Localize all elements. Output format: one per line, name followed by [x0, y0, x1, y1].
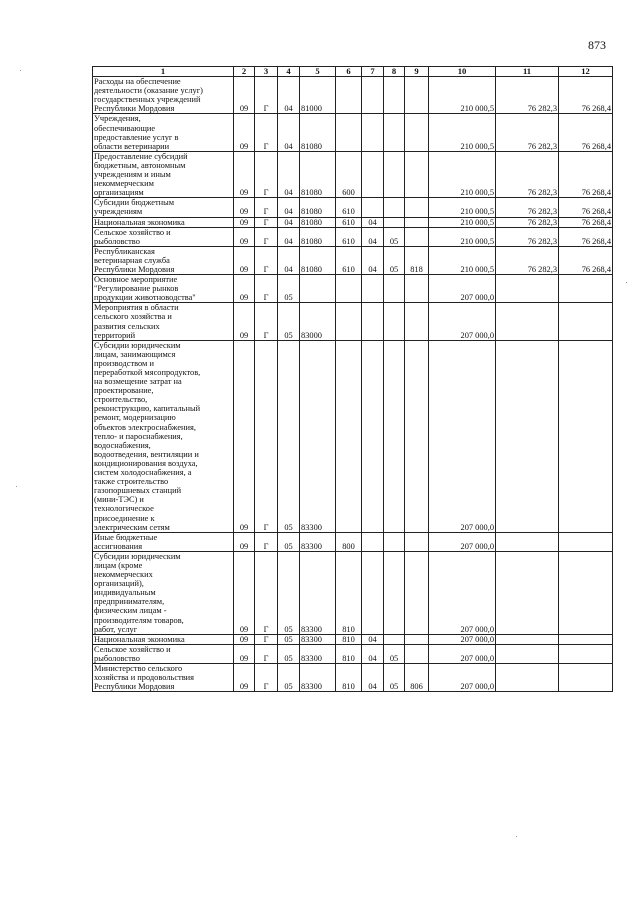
- section-code-cell: 09: [234, 532, 255, 551]
- chapter-cell: [362, 303, 384, 340]
- subsection-cell: [384, 114, 405, 151]
- table-row: [93, 227, 613, 246]
- header-cell: 10: [429, 67, 496, 77]
- table-row: [93, 303, 613, 340]
- chapter-cell: [362, 532, 384, 551]
- item-name-cell: Республиканская ветеринарная служба Республики Мордовия: [93, 246, 234, 274]
- program-code-cell: Г: [255, 246, 278, 274]
- amount-year1-cell: 210 000,5: [429, 227, 496, 246]
- target-article-cell: [300, 275, 336, 303]
- table-row: [93, 532, 613, 551]
- expense-type-cell: 610: [336, 246, 362, 274]
- table-row: [93, 77, 613, 114]
- target-article-cell: 83300: [300, 340, 336, 532]
- section-code-cell: 09: [234, 77, 255, 114]
- ministry-code-cell: 806: [405, 664, 429, 692]
- amount-year2-cell: 76 282,3: [496, 227, 559, 246]
- expense-type-cell: 610: [336, 198, 362, 217]
- header-cell: 6: [336, 67, 362, 77]
- chapter-cell: 04: [362, 644, 384, 663]
- header-cell: 3: [255, 67, 278, 77]
- amount-year1-cell: 210 000,5: [429, 246, 496, 274]
- expense-type-cell: 810: [336, 634, 362, 644]
- ministry-code-cell: [405, 198, 429, 217]
- subprogram-code-cell: 05: [278, 340, 300, 532]
- subprogram-code-cell: 04: [278, 227, 300, 246]
- ministry-code-cell: [405, 551, 429, 634]
- target-article-cell: 81080: [300, 151, 336, 197]
- ministry-code-cell: [405, 217, 429, 227]
- header-cell: 11: [496, 67, 559, 77]
- target-article-cell: 81000: [300, 77, 336, 114]
- table-row: [93, 151, 613, 197]
- item-name-cell: Сельское хозяйство и рыболовство: [93, 644, 234, 663]
- section-code-cell: 09: [234, 151, 255, 197]
- section-code-cell: 09: [234, 227, 255, 246]
- amount-year2-cell: [496, 532, 559, 551]
- target-article-cell: 81080: [300, 246, 336, 274]
- section-code-cell: 09: [234, 217, 255, 227]
- header-cell: 4: [278, 67, 300, 77]
- header-cell: 5: [300, 67, 336, 77]
- table-row: [93, 634, 613, 644]
- ministry-code-cell: [405, 275, 429, 303]
- program-code-cell: Г: [255, 664, 278, 692]
- item-name-cell: Иные бюджетные ассигнования: [93, 532, 234, 551]
- subsection-cell: [384, 77, 405, 114]
- table-row: [93, 114, 613, 151]
- target-article-cell: 81080: [300, 227, 336, 246]
- ministry-code-cell: [405, 340, 429, 532]
- amount-year2-cell: 76 282,3: [496, 77, 559, 114]
- subprogram-code-cell: 04: [278, 114, 300, 151]
- amount-year2-cell: [496, 664, 559, 692]
- subsection-cell: 05: [384, 227, 405, 246]
- header-cell: 2: [234, 67, 255, 77]
- program-code-cell: Г: [255, 227, 278, 246]
- chapter-cell: [362, 275, 384, 303]
- section-code-cell: 09: [234, 303, 255, 340]
- program-code-cell: Г: [255, 303, 278, 340]
- table-row: [93, 217, 613, 227]
- scan-speck: [20, 70, 21, 71]
- table-row: [93, 644, 613, 663]
- table-row: [93, 246, 613, 274]
- program-code-cell: Г: [255, 340, 278, 532]
- header-cell: 8: [384, 67, 405, 77]
- subprogram-code-cell: 05: [278, 551, 300, 634]
- amount-year3-cell: [559, 551, 613, 634]
- ministry-code-cell: [405, 634, 429, 644]
- subprogram-code-cell: 04: [278, 198, 300, 217]
- amount-year3-cell: 76 268,4: [559, 227, 613, 246]
- amount-year1-cell: 207 000,0: [429, 275, 496, 303]
- amount-year2-cell: 76 282,3: [496, 198, 559, 217]
- item-name-cell: Национальная экономика: [93, 634, 234, 644]
- expense-type-cell: 810: [336, 644, 362, 663]
- subprogram-code-cell: 04: [278, 77, 300, 114]
- section-code-cell: 09: [234, 246, 255, 274]
- amount-year2-cell: [496, 303, 559, 340]
- amount-year1-cell: 210 000,5: [429, 77, 496, 114]
- chapter-cell: 04: [362, 664, 384, 692]
- target-article-cell: 83300: [300, 634, 336, 644]
- ministry-code-cell: [405, 114, 429, 151]
- amount-year3-cell: 76 268,4: [559, 151, 613, 197]
- target-article-cell: 81080: [300, 217, 336, 227]
- target-article-cell: 83300: [300, 532, 336, 551]
- target-article-cell: 81080: [300, 114, 336, 151]
- subprogram-code-cell: 05: [278, 275, 300, 303]
- amount-year2-cell: [496, 644, 559, 663]
- subsection-cell: [384, 634, 405, 644]
- subsection-cell: [384, 340, 405, 532]
- subprogram-code-cell: 05: [278, 634, 300, 644]
- program-code-cell: Г: [255, 275, 278, 303]
- item-name-cell: Министерство сельского хозяйства и продовольствия Республики Мордовия: [93, 664, 234, 692]
- scan-speck: [516, 836, 517, 837]
- ministry-code-cell: [405, 303, 429, 340]
- program-code-cell: Г: [255, 151, 278, 197]
- amount-year3-cell: [559, 340, 613, 532]
- amount-year2-cell: [496, 551, 559, 634]
- amount-year3-cell: 76 268,4: [559, 198, 613, 217]
- section-code-cell: 09: [234, 664, 255, 692]
- chapter-cell: [362, 198, 384, 217]
- item-name-cell: Субсидии юридическим лицам (кроме некоммерческих организаций), индивидуальным предпринимателям, физическим лицам - производителям товаров, работ, услуг: [93, 551, 234, 634]
- expense-type-cell: [336, 77, 362, 114]
- header-cell: 1: [93, 67, 234, 77]
- target-article-cell: 83000: [300, 303, 336, 340]
- amount-year2-cell: 76 282,3: [496, 114, 559, 151]
- amount-year3-cell: 76 268,4: [559, 77, 613, 114]
- expense-type-cell: [336, 303, 362, 340]
- amount-year2-cell: 76 282,3: [496, 151, 559, 197]
- program-code-cell: Г: [255, 644, 278, 663]
- subsection-cell: 05: [384, 664, 405, 692]
- amount-year2-cell: [496, 275, 559, 303]
- subsection-cell: [384, 217, 405, 227]
- amount-year1-cell: 207 000,0: [429, 664, 496, 692]
- amount-year3-cell: [559, 664, 613, 692]
- amount-year1-cell: 207 000,0: [429, 634, 496, 644]
- subsection-cell: [384, 303, 405, 340]
- item-name-cell: Основное мероприятие "Регулирование рынков продукции животноводства": [93, 275, 234, 303]
- chapter-cell: [362, 340, 384, 532]
- expense-type-cell: 810: [336, 664, 362, 692]
- subprogram-code-cell: 04: [278, 217, 300, 227]
- expense-type-cell: 800: [336, 532, 362, 551]
- section-code-cell: 09: [234, 551, 255, 634]
- page-number: 873: [588, 38, 606, 52]
- header-row: [93, 67, 613, 77]
- program-code-cell: Г: [255, 114, 278, 151]
- item-name-cell: Учреждения, обеспечивающие предоставление услуг в области ветеринарии: [93, 114, 234, 151]
- chapter-cell: [362, 77, 384, 114]
- amount-year3-cell: [559, 532, 613, 551]
- ministry-code-cell: 818: [405, 246, 429, 274]
- expense-type-cell: [336, 114, 362, 151]
- section-code-cell: 09: [234, 644, 255, 663]
- amount-year3-cell: [559, 275, 613, 303]
- table-row: [93, 551, 613, 634]
- amount-year3-cell: 76 268,4: [559, 246, 613, 274]
- program-code-cell: Г: [255, 634, 278, 644]
- expense-type-cell: 600: [336, 151, 362, 197]
- amount-year1-cell: 207 000,0: [429, 644, 496, 663]
- section-code-cell: 09: [234, 275, 255, 303]
- amount-year2-cell: 76 282,3: [496, 246, 559, 274]
- scan-speck: [626, 282, 627, 283]
- amount-year1-cell: 207 000,0: [429, 340, 496, 532]
- subsection-cell: [384, 151, 405, 197]
- program-code-cell: Г: [255, 198, 278, 217]
- amount-year3-cell: 76 268,4: [559, 217, 613, 227]
- subprogram-code-cell: 05: [278, 532, 300, 551]
- item-name-cell: Предоставление субсидий бюджетным, автономным учреждениям и иным некоммерческим организациям: [93, 151, 234, 197]
- item-name-cell: Национальная экономика: [93, 217, 234, 227]
- amount-year2-cell: [496, 340, 559, 532]
- amount-year1-cell: 210 000,5: [429, 217, 496, 227]
- expense-type-cell: [336, 340, 362, 532]
- item-name-cell: Субсидии юридическим лицам, занимающимся производством и переработкой мясопродуктов, на возмещение затрат на проектирование, строительство, реконструкцию, капитальный ремонт, модернизацию объектов электроснабжения, тепло- и пароснабжения, водоснабжения, водоотведения, вентиляции и кондиционирования воздуха, систем холодоснабжения, а также строительство газопоршневых станций (мини-ТЭС) и технологическое присоединение к электрическим сетям: [93, 340, 234, 532]
- program-code-cell: Г: [255, 551, 278, 634]
- ministry-code-cell: [405, 151, 429, 197]
- amount-year2-cell: [496, 634, 559, 644]
- section-code-cell: 09: [234, 634, 255, 644]
- target-article-cell: 83300: [300, 644, 336, 663]
- subprogram-code-cell: 05: [278, 644, 300, 663]
- expense-type-cell: 810: [336, 551, 362, 634]
- amount-year2-cell: 76 282,3: [496, 217, 559, 227]
- program-code-cell: Г: [255, 217, 278, 227]
- target-article-cell: 83300: [300, 551, 336, 634]
- expense-type-cell: [336, 275, 362, 303]
- amount-year3-cell: 76 268,4: [559, 114, 613, 151]
- amount-year3-cell: [559, 303, 613, 340]
- amount-year1-cell: 207 000,0: [429, 303, 496, 340]
- ministry-code-cell: [405, 644, 429, 663]
- scan-speck: [16, 486, 17, 487]
- amount-year1-cell: 210 000,5: [429, 151, 496, 197]
- amount-year3-cell: [559, 634, 613, 644]
- ministry-code-cell: [405, 227, 429, 246]
- table-body: [93, 77, 613, 692]
- chapter-cell: [362, 551, 384, 634]
- table-row: [93, 198, 613, 217]
- amount-year1-cell: 210 000,5: [429, 198, 496, 217]
- target-article-cell: 83300: [300, 664, 336, 692]
- table-row: [93, 275, 613, 303]
- amount-year1-cell: 210 000,5: [429, 114, 496, 151]
- expense-type-cell: 610: [336, 217, 362, 227]
- subprogram-code-cell: 04: [278, 151, 300, 197]
- table-row: [93, 340, 613, 532]
- subprogram-code-cell: 05: [278, 303, 300, 340]
- subsection-cell: [384, 198, 405, 217]
- chapter-cell: [362, 151, 384, 197]
- ministry-code-cell: [405, 77, 429, 114]
- header-cell: 12: [559, 67, 613, 77]
- subsection-cell: [384, 275, 405, 303]
- subprogram-code-cell: 04: [278, 246, 300, 274]
- ministry-code-cell: [405, 532, 429, 551]
- program-code-cell: Г: [255, 532, 278, 551]
- subprogram-code-cell: 05: [278, 664, 300, 692]
- subsection-cell: [384, 551, 405, 634]
- chapter-cell: [362, 114, 384, 151]
- subsection-cell: 05: [384, 644, 405, 663]
- subsection-cell: 05: [384, 246, 405, 274]
- chapter-cell: 04: [362, 634, 384, 644]
- item-name-cell: Мероприятия в области сельского хозяйства и развития сельских территорий: [93, 303, 234, 340]
- chapter-cell: 04: [362, 217, 384, 227]
- target-article-cell: 81080: [300, 198, 336, 217]
- expense-type-cell: 610: [336, 227, 362, 246]
- budget-table: [92, 66, 613, 692]
- section-code-cell: 09: [234, 114, 255, 151]
- chapter-cell: 04: [362, 246, 384, 274]
- item-name-cell: Субсидии бюджетным учреждениям: [93, 198, 234, 217]
- section-code-cell: 09: [234, 340, 255, 532]
- subsection-cell: [384, 532, 405, 551]
- section-code-cell: 09: [234, 198, 255, 217]
- amount-year3-cell: [559, 644, 613, 663]
- item-name-cell: Сельское хозяйство и рыболовство: [93, 227, 234, 246]
- item-name-cell: Расходы на обеспечение деятельности (оказание услуг) государственных учреждений Республики Мордовия: [93, 77, 234, 114]
- amount-year1-cell: 207 000,0: [429, 551, 496, 634]
- program-code-cell: Г: [255, 77, 278, 114]
- table-row: [93, 664, 613, 692]
- header-cell: 9: [405, 67, 429, 77]
- chapter-cell: 04: [362, 227, 384, 246]
- amount-year1-cell: 207 000,0: [429, 532, 496, 551]
- header-cell: 7: [362, 67, 384, 77]
